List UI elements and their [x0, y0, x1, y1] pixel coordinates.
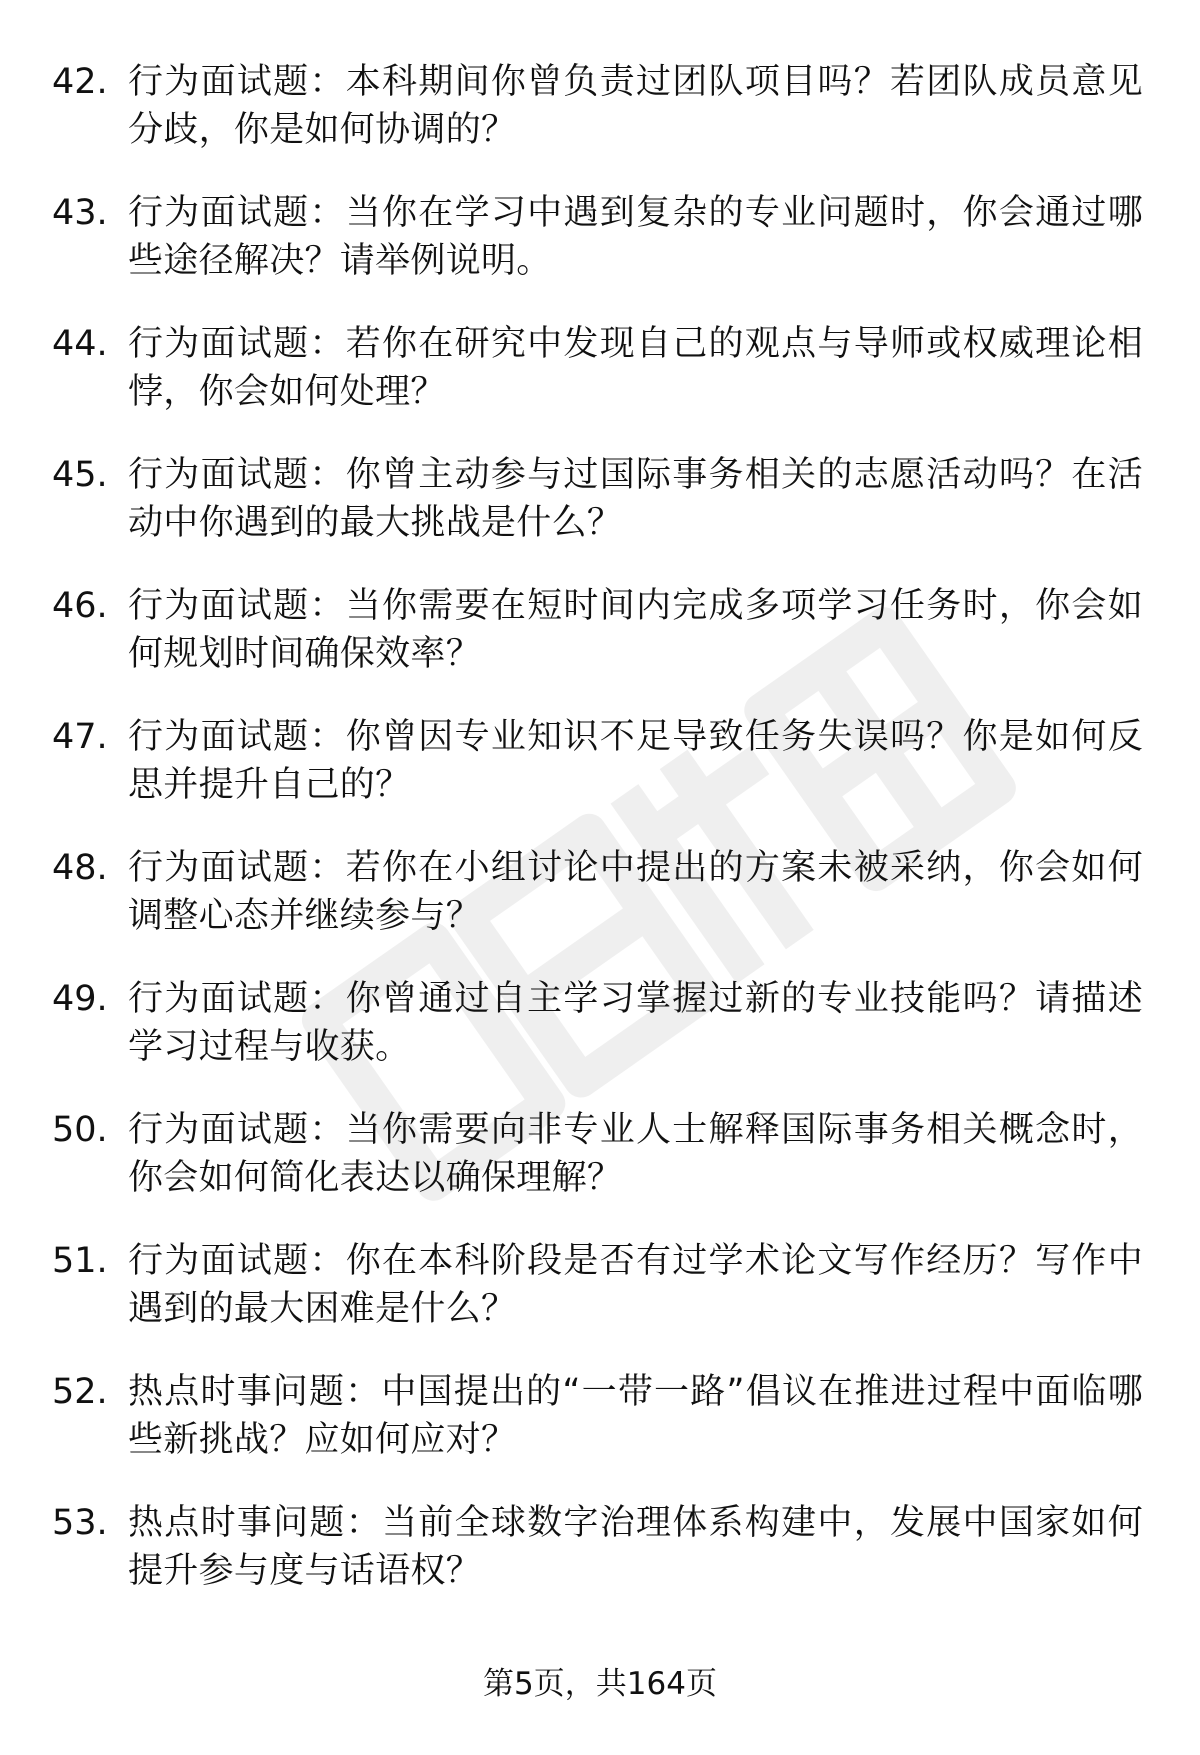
- question-text: 行为面试题：你在本科阶段是否有过学术论文写作经历？写作中遇到的最大困难是什么？: [128, 1241, 1143, 1329]
- question-item: [0, 975, 1200, 1106]
- question-text: 热点时事问题：当前全球数字治理体系构建中，发展中国家如何提升参与度与话语权？: [128, 1503, 1143, 1591]
- question-item: [0, 451, 1200, 582]
- page-indicator: 第5页，共164页: [483, 1666, 717, 1702]
- question-number: 42.: [52, 62, 108, 102]
- question-list: [0, 58, 1200, 1630]
- question-number: 52.: [52, 1372, 108, 1412]
- question-text: 行为面试题：当你在学习中遇到复杂的专业问题时，你会通过哪些途径解决？请举例说明。: [128, 193, 1143, 281]
- question-text: 行为面试题：若你在研究中发现自己的观点与导师或权威理论相悖，你会如何处理？: [128, 324, 1143, 412]
- question-item: [0, 320, 1200, 451]
- question-number: 45.: [52, 455, 108, 495]
- question-text: 行为面试题：你曾主动参与过国际事务相关的志愿活动吗？在活动中你遇到的最大挑战是什么？: [128, 455, 1143, 543]
- question-text: 行为面试题：当你需要在短时间内完成多项学习任务时，你会如何规划时间确保效率？: [128, 586, 1143, 674]
- question-item: [0, 1237, 1200, 1368]
- question-number: 51.: [52, 1241, 108, 1281]
- question-item: [0, 58, 1200, 189]
- question-number: 44.: [52, 324, 108, 364]
- question-number: 49.: [52, 979, 108, 1019]
- question-item: [0, 582, 1200, 713]
- question-text: 行为面试题：你曾通过自主学习掌握过新的专业技能吗？请描述学习过程与收获。: [128, 979, 1143, 1067]
- question-number: 48.: [52, 848, 108, 888]
- question-number: 47.: [52, 717, 108, 757]
- question-item: [0, 713, 1200, 844]
- question-item: [0, 1499, 1200, 1630]
- question-text: 热点时事问题：中国提出的“一带一路”倡议在推进过程中面临哪些新挑战？应如何应对？: [128, 1372, 1143, 1460]
- question-item: [0, 189, 1200, 320]
- question-text: 行为面试题：你曾因专业知识不足导致任务失误吗？你是如何反思并提升自己的？: [128, 717, 1143, 805]
- question-number: 43.: [52, 193, 108, 233]
- question-text: 行为面试题：当你需要向非专业人士解释国际事务相关概念时，你会如何简化表达以确保理解？: [128, 1110, 1143, 1198]
- question-text: 行为面试题：若你在小组讨论中提出的方案未被采纳，你会如何调整心态并继续参与？: [128, 848, 1143, 936]
- question-number: 50.: [52, 1110, 108, 1150]
- question-text: 行为面试题：本科期间你曾负责过团队项目吗？若团队成员意见分歧，你是如何协调的？: [128, 62, 1143, 150]
- question-item: [0, 1106, 1200, 1237]
- question-number: 53.: [52, 1503, 108, 1543]
- question-item: [0, 844, 1200, 975]
- question-item: [0, 1368, 1200, 1499]
- question-number: 46.: [52, 586, 108, 626]
